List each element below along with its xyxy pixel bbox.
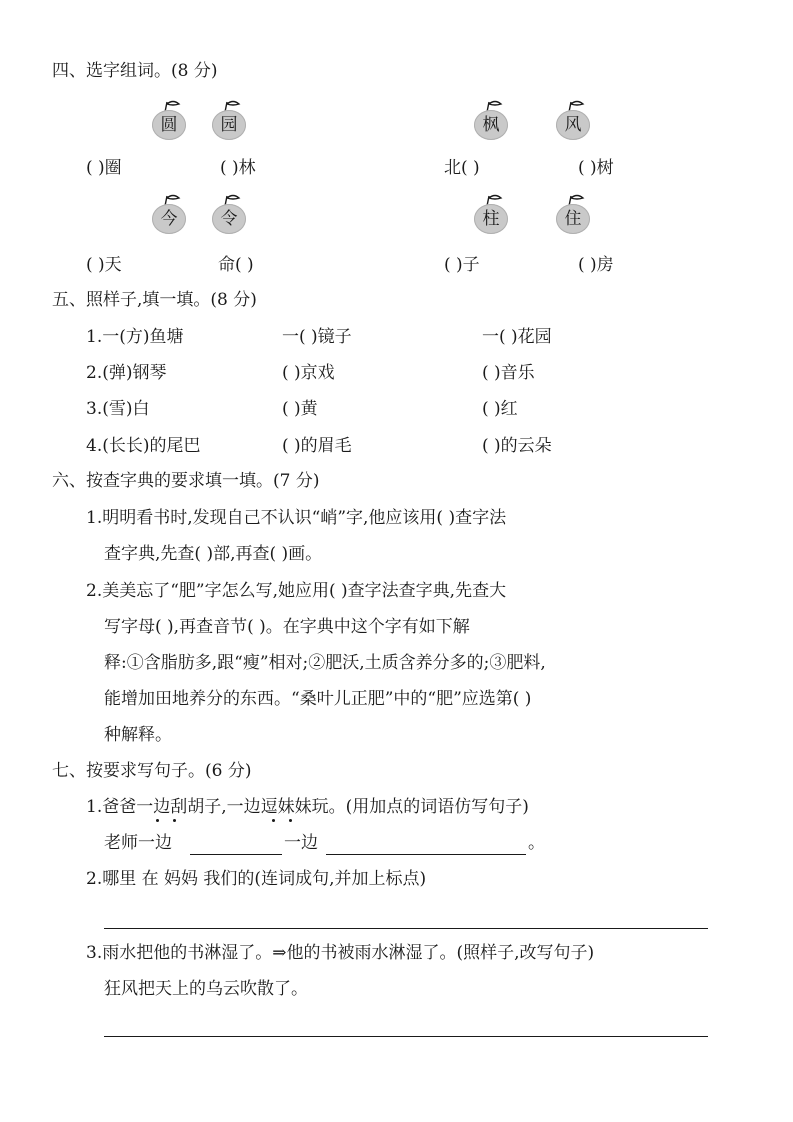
paragraph-line: 种解释。 [104, 725, 172, 745]
apple-card [556, 100, 590, 140]
answer-end: 。 [528, 833, 545, 853]
apple-char: 令 [220, 209, 238, 229]
fill-item: 4.(长长)的尾巴 [86, 436, 201, 456]
emphasis-dot [173, 819, 176, 822]
fill-item: 一( )花园 [482, 327, 552, 347]
answer-blank[interactable] [190, 854, 282, 855]
blank-item: ( )林 [220, 158, 256, 178]
blank-item: 命( ) [218, 255, 254, 275]
fill-item: ( )红 [482, 399, 518, 419]
blank-item: ( )圈 [86, 158, 122, 178]
fill-item: 1.一(方)鱼塘 [86, 327, 184, 347]
apple-card [474, 194, 508, 234]
fill-item: 2.(弹)钢琴 [86, 363, 167, 383]
apple-char: 住 [564, 209, 582, 229]
section-6-title: 六、按查字典的要求填一填。(7 分) [52, 471, 320, 491]
blank-item: ( )天 [86, 255, 122, 275]
apple-char: 柱 [482, 209, 500, 229]
fill-item: 3.(雪)白 [86, 399, 150, 419]
fill-item: ( )黄 [282, 399, 318, 419]
fill-item: ( )音乐 [482, 363, 535, 383]
paragraph-line: 能增加田地养分的东西。“桑叶儿正肥”中的“肥”应选第( ) [104, 689, 532, 709]
blank-item: ( )树 [578, 158, 614, 178]
apple-card [212, 194, 246, 234]
blank-item: 北( ) [444, 158, 480, 178]
section-7-title: 七、按要求写句子。(6 分) [52, 761, 252, 781]
fill-item: ( )京戏 [282, 363, 335, 383]
apple-card [212, 100, 246, 140]
fill-item: ( )的云朵 [482, 436, 552, 456]
paragraph-line: 1.明明看书时,发现自己不认识“峭”字,他应该用( )查字法 [86, 508, 507, 528]
section-4-title: 四、选字组词。(8 分) [52, 61, 218, 81]
answer-mid: 一边 [284, 833, 318, 853]
paragraph-line: 释:①含脂肪多,跟“瘦”相对;②肥沃,土质含养分多的;③肥料, [104, 653, 546, 673]
apple-char: 枫 [482, 115, 500, 135]
apple-card [556, 194, 590, 234]
section-5-title: 五、照样子,填一填。(8 分) [52, 290, 257, 310]
emphasis-dot [272, 819, 275, 822]
apple-card [474, 100, 508, 140]
fill-item: ( )的眉毛 [282, 436, 352, 456]
question-3: 3.雨水把他的书淋湿了。⇒他的书被雨水淋湿了。(照样子,改写句子) [86, 943, 595, 963]
apple-char: 风 [564, 115, 582, 135]
blank-item: ( )房 [578, 255, 614, 275]
apple-card [152, 194, 186, 234]
apple-card [152, 100, 186, 140]
blank-item: ( )子 [444, 255, 480, 275]
writing-line[interactable] [104, 928, 708, 929]
question-2: 2.哪里 在 妈妈 我们的(连词成句,并加上标点) [86, 869, 427, 889]
paragraph-line: 2.美美忘了“肥”字怎么写,她应用( )查字法查字典,先查大 [86, 581, 507, 601]
emphasis-dot [289, 819, 292, 822]
answer-prefix: 老师一边 [104, 833, 172, 853]
paragraph-line: 查字典,先查( )部,再查( )画。 [104, 544, 323, 564]
question-1: 1.爸爸一边刮胡子,一边逗妹妹玩。(用加点的词语仿写句子) [86, 797, 529, 817]
paragraph-line: 写字母( ),再查音节( )。在字典中这个字有如下解 [104, 617, 470, 637]
apple-char: 今 [160, 209, 178, 229]
apple-char: 圆 [160, 115, 178, 135]
writing-line[interactable] [104, 1036, 708, 1037]
apple-char: 园 [220, 115, 238, 135]
sentence-to-rewrite: 狂风把天上的乌云吹散了。 [104, 979, 308, 999]
answer-blank[interactable] [326, 854, 526, 855]
fill-item: 一( )镜子 [282, 327, 352, 347]
emphasis-dot [156, 819, 159, 822]
